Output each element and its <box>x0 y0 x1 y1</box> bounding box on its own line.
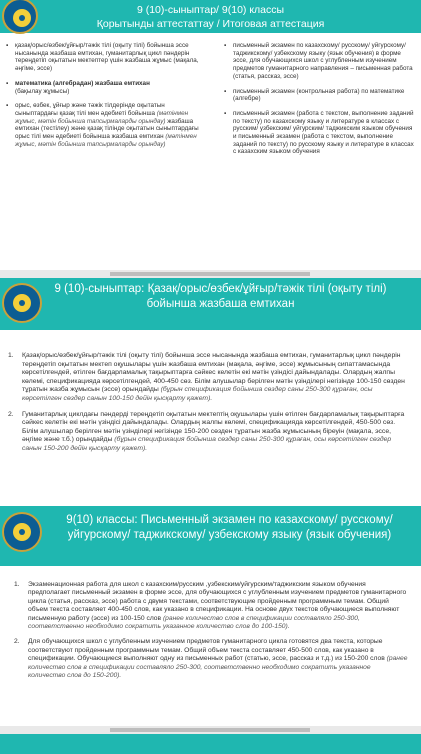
kazakhstan-emblem-icon <box>2 512 42 552</box>
list-item: 2. Для обучающихся школ с углубленным изучением предметов гуманитарного цикла готовятся два текста, которые соответствуют пройденным программным темам. Общий объем текста составляет 450-500 слов, как указано в спецификации. Обучающиеся выполняют одну из письменных работ (статью, эссе, рассказ и т.д.) из 150-200 слов (ранее количество слов в спецификации составляло 250-300, соответственно необходимо сократить указанное количество слов до 150-200). <box>14 638 408 680</box>
slide-title: 9(10) классы: Письменный экзамен по казахскому/ русскому/ уйгурскому/ таджикскому/ узбекскому языку (язык обучения) <box>66 514 393 541</box>
list-item: ▪ письменный экзамен по казахскому/ русскому/ уйгурскому/ таджикскому/ узбекскому языку (язык обучения) в форме эссе, для обучающихся школ с углубленным изучением предметов гуманитарного направления – письменная работа (статья, рассказ, эссе) <box>224 42 413 80</box>
slide-kazakh-written-exam <box>0 278 421 500</box>
slide-title-line1: 9 (10)-сыныптар/ 9(10) классы <box>136 4 285 16</box>
slide-title: 9 (10)-сыныптар: Қазақ/орыс/өзбек/ұйғыр/тәжік тілі (оқыту тілі) бойынша жазбаша емтихан <box>54 283 387 310</box>
kazakhstan-emblem-icon <box>2 283 42 323</box>
list-item: ▪ письменный экзамен (контрольная работа) по математике (алгебре) <box>224 87 405 103</box>
slide-final-attestation <box>0 0 421 270</box>
slide-header <box>0 0 421 33</box>
slide-header <box>0 734 421 754</box>
slide-header <box>0 506 421 566</box>
kazakh-column <box>6 42 208 155</box>
list-item: ▪ письменный экзамен (работа с текстом, выполнение заданий по тексту) по казахскому языку и литературе в классах с русским/ узбекским/ уйгурским/ таджикским языком обучения и письменный экзамен (работа с текстом, выполнение заданий по тексту) по русскому языку и литературе в классах с казахским языком обучения <box>224 109 414 156</box>
list-item: 1. Экзаменационная работа для школ с казахским/русским ,узбекским/уйгурским/таджикским языком обучения предполагает письменный экзамен в форме эссе, для обучающихся с углубленным изучением предметов гуманитарного цикла (статья, рассказ, эссе) работа с двумя текстами, соответствующие пройденным программным темам. Общий объем текста составляет 400-450 слов, как указано в спецификации. На основе двух текстов обучающиеся выполняют письменную работу (эссе) из 100-150 слов (ранее количество слов в спецификации составляло 250-300, соответственно необходимо сократить указанное количество слов до 100-150). <box>14 581 407 631</box>
list-item: ▪ математика (алгебрадан) жазбаша емтихан (бақылау жұмысы) <box>6 79 150 95</box>
list-item: ▪ қазақ/орыс/өзбек/ұйғыр/тәжік тілі (оқыту тілі) бойынша эссе нысанында жазбаша емтихан, гуманитарлық цикл пәндерін тереңдетіп оқытатын мектептер үшін жазбаша жұмыс (мақала, әңгіме, эссе) <box>6 42 199 73</box>
slide-header <box>0 278 421 330</box>
slide-russian-written-exam <box>0 500 421 726</box>
slide-separator <box>0 726 421 734</box>
numbered-list <box>8 352 410 461</box>
list-item: 2. Гуманитарлық циклдағы пәндерді тереңдетіп оқытатын мектептің оқушылары үшін өтілген бағдарламалық тақырыптарға сәйкес келетін екі мәтін үзіндісі дайындалады. Олардың жалпы көлемі, спецификацияда көрсетілгендей, 450-500 сөз. Білім алушылар берілген мәтін үзінділері негізінде 150-200 сөзден тұратын жазба жұмысының біреуін (мақала, эссе, әңгіме және т.б.) орындайды (бұрын спецификация бойынша сөздер саны 250-300 құраған, осы көрсетілген сөздер санын 150-200 дейін қысқарту қажет). <box>8 410 405 452</box>
slide-title-line2: Қорытынды аттестаттау / Итоговая аттестация <box>96 18 325 30</box>
russian-column <box>224 42 414 163</box>
slide-partial <box>0 734 421 754</box>
numbered-list <box>14 581 408 687</box>
list-item: ▪ орыс, өзбек, ұйғыр және тәжік тілдерінде оқытатын сыныптардағы қазақ тілі мен әдебиеті бойынша (мәтінмен жұмыс, мәтін бойынша тапсырмаларды орындау) жазбаша емтихан (тестілеу) және қазақ тілінде оқытатын сыныптардағы орыс тілі мен әдебиеті бойынша жазбаша емтихан (мәтінмен жұмыс, мәтін бойынша тапсырмаларды орындау) <box>6 102 199 148</box>
slide-separator <box>0 270 421 278</box>
list-item: 1. Қазақ/орыс/өзбек/ұйғыр/тәжік тілі (оқыту тілі) бойынша эссе нысанында жазбаша емтихан, гуманитарлық цикл пәндерін тереңдетіп оқытатын мектеп оқушылары үшін жазбаша емтихан (мақала, әңгіме, эссе) жұмысының сипаттамасында көрсетілгендей, өтілген бағдарламалық тақырыптарға сәйкес келетін екі мәтін үзіндісі дайындалады. Олардың жалпы көлемі, спецификацияда көрсетілгендей, 400-450 сөз. Білім алушылар берілген мәтін үзінділері негізінде 100-150 сөзден тұратын жазба жұмысын (эссе) орындайды (бұрын спецификация бойынша сөздер саны 250-300 құраған, осы көрсетілген сөздер санын 100-150 дейін қысқарту қажет). <box>8 352 405 402</box>
